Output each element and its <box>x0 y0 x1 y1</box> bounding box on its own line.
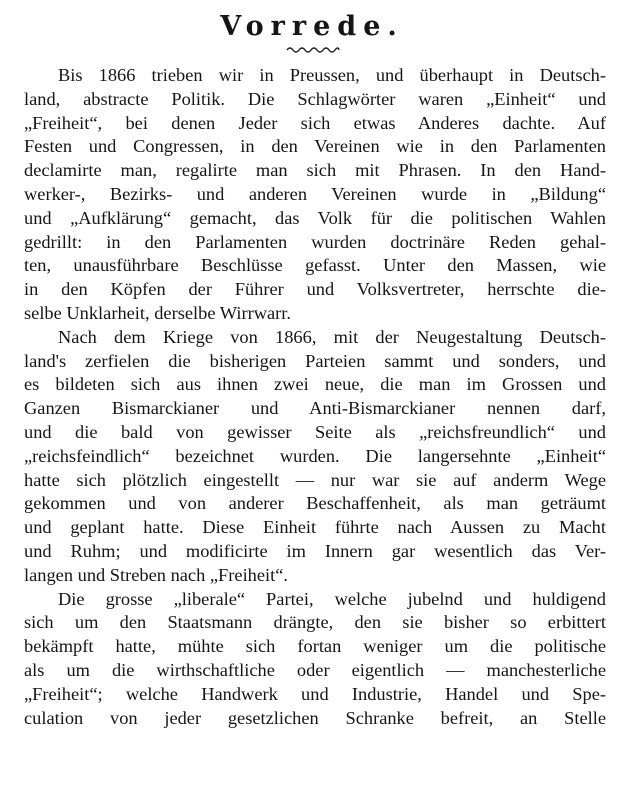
text-line: es bildeten sich aus ihnen zwei neue, die man im Grossen und <box>24 374 606 395</box>
page-title: Vorrede. <box>220 11 404 42</box>
wavy-rule-ornament <box>285 45 341 55</box>
body-text <box>24 64 606 730</box>
text-line: Ganzen Bismarckianer und Anti-Bismarckianer nennen darf, <box>24 398 606 419</box>
text-line: sich um den Staatsmann drängte, den sie bisher so erbittert <box>24 612 606 633</box>
text-line: bekämpft hatte, mühte sich fortan weniger um die politische <box>24 636 606 657</box>
text-line: selbe Unklarheit, derselbe Wirrwarr. <box>24 302 292 323</box>
text-line: langen und Streben nach „Freiheit“. <box>24 564 289 585</box>
text-line: „Freiheit“, bei denen Jeder sich etwas Anderes dachte. Auf <box>24 112 606 133</box>
text-line: als um die wirthschaftliche oder eigentlich — manchesterliche <box>24 659 606 680</box>
text-line: Die grosse „liberale“ Partei, welche jubelnd und huldigend <box>58 588 606 609</box>
text-line: Festen und Congressen, in den Vereinen wie in den Parlamenten <box>24 136 606 157</box>
paragraph-1 <box>24 64 606 326</box>
text-line: „reichsfeindlich“ bezeichnet wurden. Die langersehnte „Einheit“ <box>24 445 606 466</box>
text-line: und Ruhm; und modificirte im Innern gar wesentlich das Ver- <box>24 540 606 561</box>
text-line: land's zerfielen die bisherigen Parteien sammt und sonders, und <box>24 350 606 371</box>
text-line: in den Köpfen der Führer und Volksvertreter, herrschte die- <box>24 279 606 300</box>
text-line: hatte sich plötzlich eingestellt — nur war sie auf anderm Wege <box>24 469 606 490</box>
text-line: Bis 1866 trieben wir in Preussen, und überhaupt in Deutsch- <box>58 65 606 85</box>
text-line: werker-, Bezirks- und anderen Vereinen wurde in „Bildung“ <box>24 183 606 204</box>
text-line: land, abstracte Politik. Die Schlagwörter waren „Einheit“ und <box>24 88 606 109</box>
paragraph-3 <box>24 588 606 731</box>
text-line: gekommen und von anderer Beschaffenheit, als man geträumt <box>24 493 606 514</box>
text-line: und geplant hatte. Diese Einheit führte nach Aussen zu Macht <box>24 517 606 538</box>
text-line: „Freiheit“; welche Handwerk und Industrie, Handel und Spe- <box>24 683 606 704</box>
paragraph-2 <box>24 326 606 588</box>
text-line: gedrillt: in den Parlamenten wurden doctrinäre Reden gehal- <box>24 231 606 252</box>
text-line: und „Aufklärung“ gemacht, das Volk für die politischen Wahlen <box>24 207 606 228</box>
text-line: Nach dem Kriege von 1866, mit der Neugestaltung Deutsch- <box>58 326 606 347</box>
text-line: ten, unausführbare Beschlüsse gefasst. Unter den Massen, wie <box>24 255 606 276</box>
text-line: und die bald von gewisser Seite als „reichsfreundlich“ und <box>24 421 606 442</box>
text-line: culation von jeder gesetzlichen Schranke befreit, an Stelle <box>24 707 606 728</box>
text-line: declamirte man, regalirte man sich mit Phrasen. In den Hand- <box>24 160 606 181</box>
